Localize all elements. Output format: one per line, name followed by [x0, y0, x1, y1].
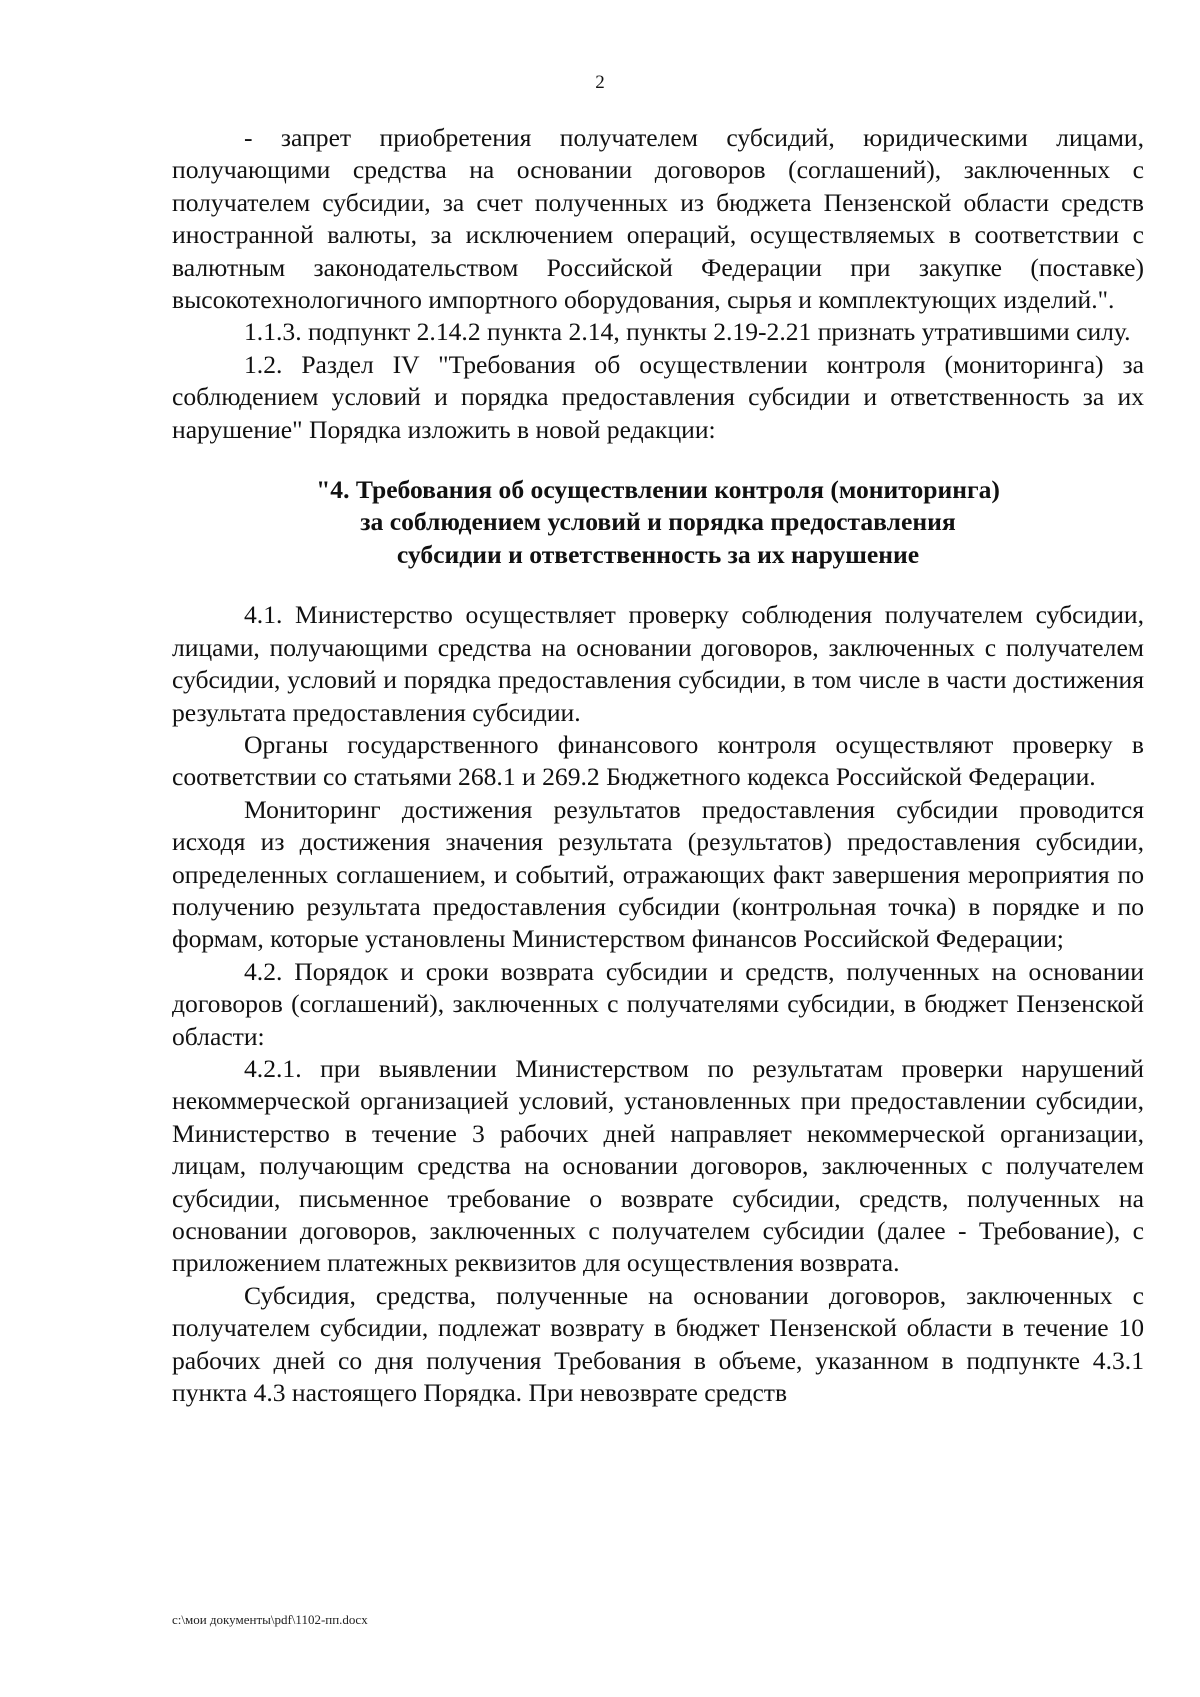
section-heading-line: субсидии и ответственность за их нарушение: [396, 539, 920, 569]
paragraph-4-2-1: 4.2.1. при выявлении Министерством по результатам проверки нарушений некоммерческой организацией условий, установленных при предоставлении субсидии, Министерство в течение 3 рабочих дней направляет некоммерческой организации, лицам, получающим средства на основании договоров, заключенных с получателем субсидии, письменное требование о возврате субсидии, средств, полученных на основании договоров, заключенных с получателем субсидии (далее - Требование), с приложением платежных реквизитов для осуществления возврата.: [172, 1053, 1144, 1278]
paragraph-financial-control: Органы государственного финансового контроля осуществляют проверку в соответствии со статьями 268.1 и 269.2 Бюджетного кодекса Российской Федерации.: [172, 729, 1144, 792]
paragraph-subsidy-return: Субсидия, средства, полученные на основании договоров, заключенных с получателем субсидии, подлежат возврату в бюджет Пензенской области в течение 10 рабочих дней со дня получения Требования в объеме, указанном в подпункте 4.3.1 пункта 4.3 настоящего Порядка. При невозврате средств: [172, 1280, 1144, 1408]
document-body: [172, 122, 1144, 1409]
paragraph-4-2: 4.2. Порядок и сроки возврата субсидии и средств, полученных на основании договоров (соглашений), заключенных с получателями субсидии, в бюджет Пензенской области:: [172, 956, 1144, 1051]
section-heading-line: за соблюдением условий и порядка предоставления: [360, 507, 956, 537]
section-heading-line: "4. Требования об осуществлении контроля (мониторинга): [316, 475, 1000, 505]
section-heading: [172, 474, 1144, 571]
paragraph-1-1-3: 1.1.3. подпункт 2.14.2 пункта 2.14, пункты 2.19-2.21 признать утратившими силу.: [244, 317, 1131, 347]
paragraph-currency-ban: - запрет приобретения получателем субсидий, юридическими лицами, получающими средства на основании договоров (соглашений), заключенных с получателем субсидии, за счет полученных из бюджета Пензенской области средств иностранной валюты, за исключением операций, осуществляемых в соответствии с валютным законодательством Российской Федерации при закупке (поставке) высокотехнологичного импортного оборудования, сырья и комплектующих изделий.".: [172, 123, 1144, 315]
paragraph-monitoring: Мониторинг достижения результатов предоставления субсидии проводится исходя из достижения значения результата (результатов) предоставления субсидии, определенных соглашением, и событий, отражающих факт завершения мероприятия по получению результата предоставления субсидии (контрольная точка) в порядке и по формам, которые установлены Министерством финансов Российской Федерации;: [172, 794, 1144, 954]
paragraph-1-2: 1.2. Раздел IV "Требования об осуществлении контроля (мониторинга) за соблюдением условий и порядка предоставления субсидии и ответственность за их нарушение" Порядка изложить в новой редакции:: [172, 349, 1144, 444]
paragraph-4-1: 4.1. Министерство осуществляет проверку соблюдения получателем субсидии, лицами, получающими средства на основании договоров, заключенных с получателем субсидии, условий и порядка предоставления субсидии, в том числе в части достижения результата предоставления субсидии.: [172, 600, 1144, 727]
footer-file-path: c:\мои документы\pdf\1102-пп.docx: [172, 1612, 368, 1627]
page-number: 2: [595, 72, 605, 93]
